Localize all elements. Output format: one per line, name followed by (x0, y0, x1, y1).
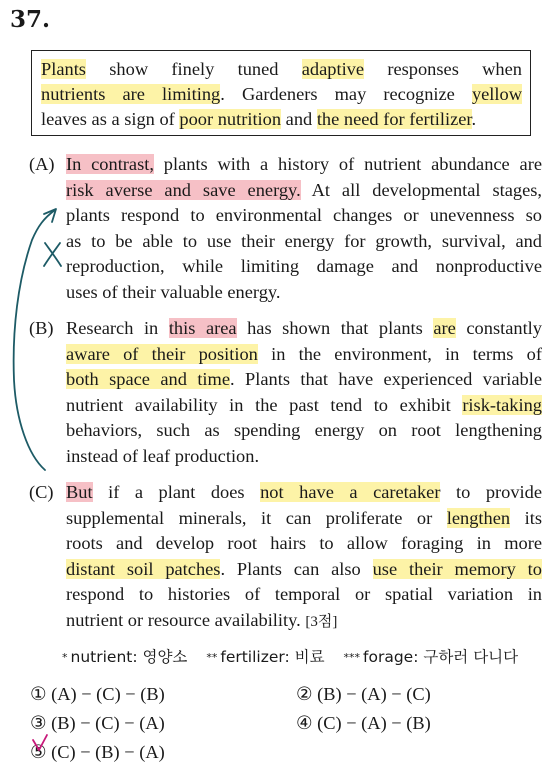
highlight: yellow (471, 84, 522, 104)
highlight: the need for fertilizer (316, 109, 472, 129)
highlight: lengthen (446, 507, 511, 528)
glossary-item: nutrient: 영양소 (70, 648, 188, 666)
paragraph-label: (B) (29, 318, 54, 338)
intro-line-2: nutrients are limiting. Gardeners may recognize yellow (41, 84, 522, 104)
highlight-pink: this area (168, 318, 237, 338)
glossary-item: forage: 구하러 다니다 (363, 648, 519, 666)
highlight: not have a caretaker (260, 482, 441, 502)
highlight: nutrients are limiting (41, 84, 221, 104)
option-5[interactable]: ⑤ (C) − (B) − (A) (30, 742, 165, 762)
highlight: adaptive (301, 59, 365, 79)
intro-box (31, 50, 531, 136)
question-number: 37. (10, 6, 51, 33)
highlight-pink: In contrast, (66, 154, 154, 174)
points-mark: [3점] (305, 613, 338, 630)
option-1[interactable]: ① (A) − (C) − (B) (30, 684, 165, 704)
paragraph-label: (A) (29, 154, 55, 174)
paragraph-label: (C) (29, 482, 54, 502)
highlight: risk-taking (462, 394, 542, 415)
paragraph-b (29, 316, 542, 470)
highlight: aware of their position (66, 343, 258, 364)
highlight: distant soil patches (66, 558, 221, 579)
paragraph-a (29, 152, 542, 306)
highlight: are (433, 318, 456, 338)
highlight: use their memory to (372, 558, 542, 579)
option-4[interactable]: ④ (C) − (A) − (B) (296, 713, 431, 733)
option-3[interactable]: ③ (B) − (C) − (A) (30, 713, 165, 733)
highlight: Plants (41, 59, 86, 79)
intro-line-3: leaves as a sign of poor nutrition and the need for fertilizer. (41, 109, 477, 129)
highlight: both space and time (66, 369, 231, 390)
highlight-pink: risk averse and save energy. (66, 179, 301, 200)
highlight-pink: But (66, 482, 93, 502)
paragraph-text: In contrast, plants with a history of nutrient abundance are risk averse and save energy. At all developmental stages, plants respond to environmental changes or unevenness so as to be able to use their energy for growth, survival, and reproduction, while limiting damage and nonproductive uses of their valuable energy. (66, 154, 543, 302)
paragraph-text: But if a plant does not have a caretaker to provide supplemental minerals, it can proliferate or lengthen its roots and develop root hairs to allow foraging in more distant soil patches. Plants can also use their memory to respond to histories of temporal or spatial variation in nutrient or resource availability. [3점] (66, 482, 542, 630)
option-2[interactable]: ② (B) − (A) − (C) (296, 684, 431, 704)
glossary-item: fertilizer: 비료 (220, 648, 325, 666)
highlight: poor nutrition (179, 109, 282, 129)
glossary: * nutrient: 영양소 ** fertilizer: 비료 *** forage: 구하러 다니다 (62, 648, 519, 666)
paragraph-c (29, 480, 542, 636)
intro-line-1: Plants show finely tuned adaptive responses when (41, 59, 522, 79)
paragraph-text: Research in this area has shown that plants are constantly aware of their position in the environment, in terms of both space and time. Plants that have experienced variable nutrient availability in the past tend to exhibit risk-taking behaviors, such as spending energy on root lengthening instead of leaf production. (66, 318, 542, 466)
